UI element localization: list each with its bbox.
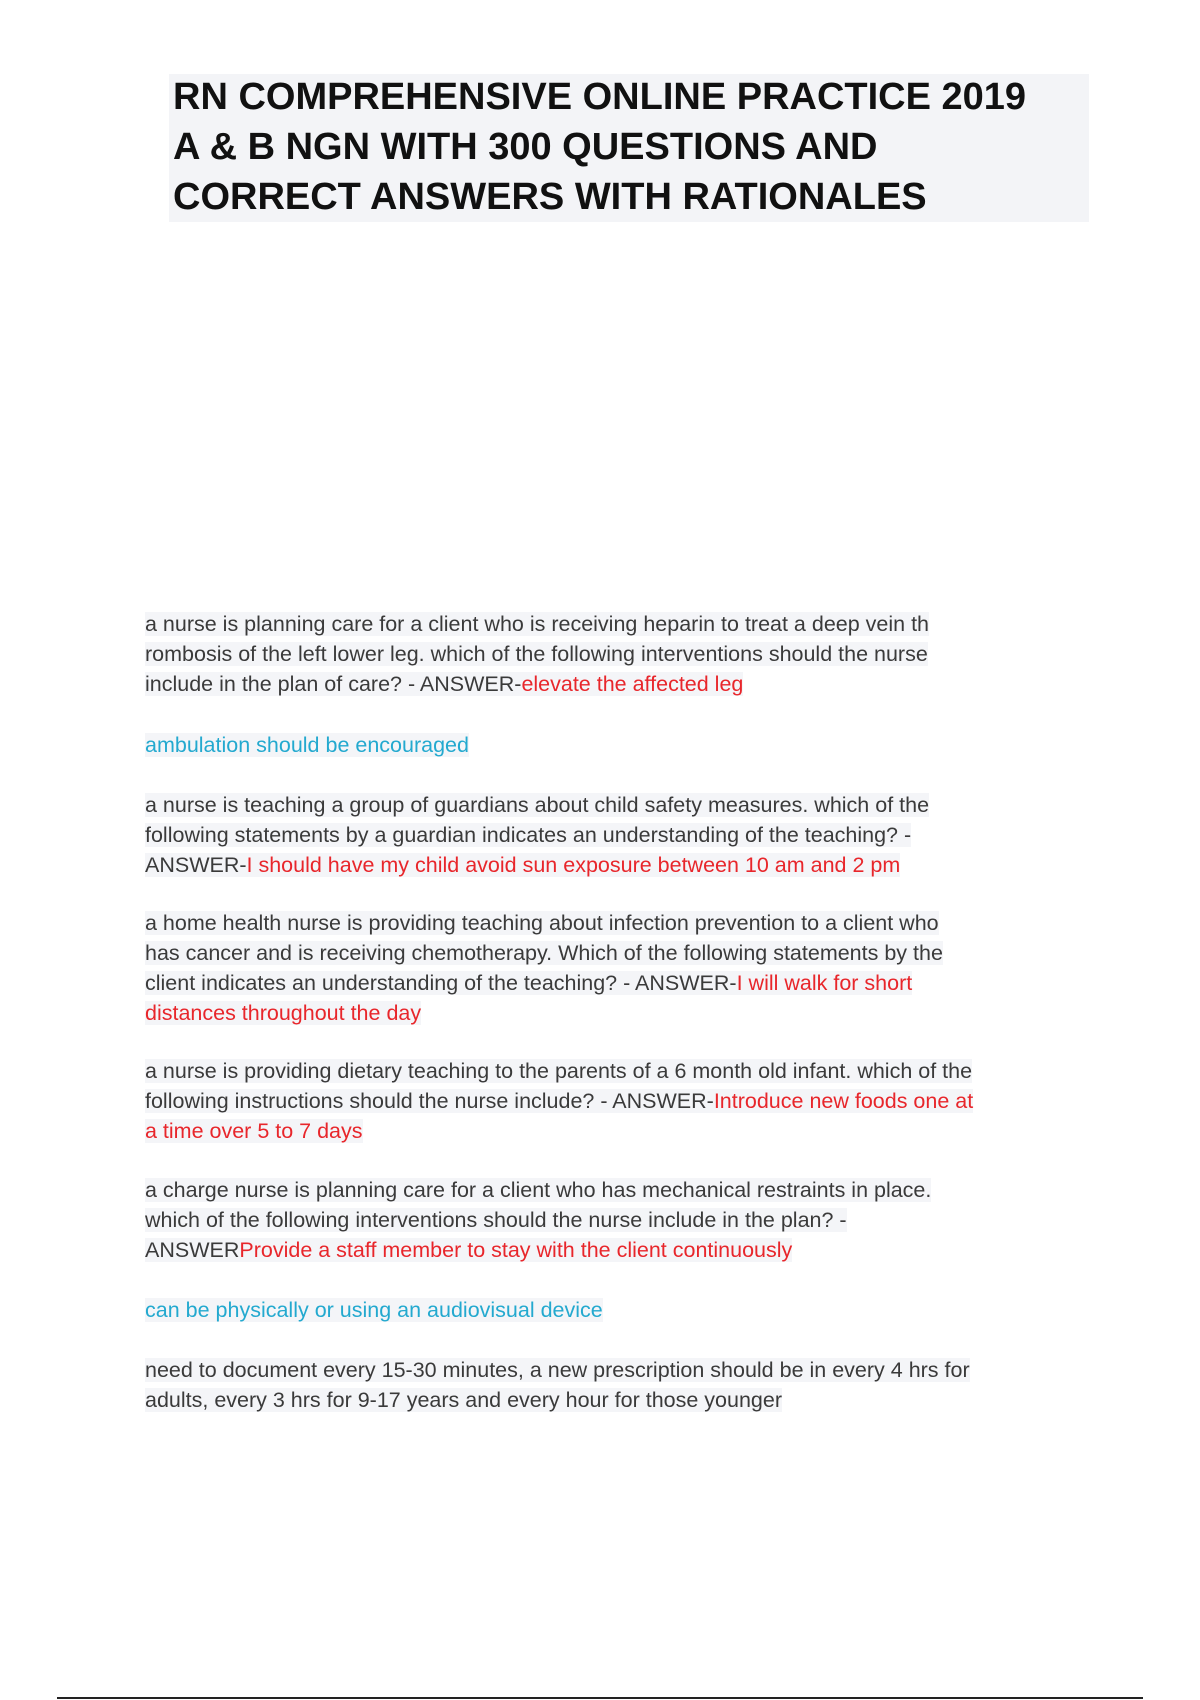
question-2-answer: I should have my child avoid sun exposure between 10 am and 2 pm	[246, 853, 901, 877]
document-title-line-3: CORRECT ANSWERS WITH RATIONALES	[173, 176, 927, 218]
question-3-line-3: client indicates an understanding of the teaching? - ANSWER-	[145, 971, 737, 995]
question-5-line-1: a charge nurse is planning care for a client who has mechanical restraints in place.	[145, 1178, 932, 1202]
question-5-line-2: which of the following interventions should the nurse include in the plan? -	[145, 1208, 847, 1232]
question-4-answer-part-1: Introduce new foods one at	[713, 1089, 974, 1113]
question-3-line-1: a home health nurse is providing teaching about infection prevention to a client who	[145, 911, 939, 935]
document-title-line-1: RN COMPREHENSIVE ONLINE PRACTICE 2019	[173, 76, 1027, 118]
question-2	[145, 790, 929, 880]
question-2-line-1: a nurse is teaching a group of guardians about child safety measures. which of the	[145, 793, 930, 817]
rationale-3	[145, 1355, 970, 1415]
question-4-line-2: following instructions should the nurse include? - ANSWER-	[145, 1089, 714, 1113]
question-1-line-3: include in the plan of care? - ANSWER-	[145, 672, 522, 696]
question-3-answer-part-2: distances throughout the day	[145, 1001, 422, 1025]
question-3-answer-part-1: I will walk for short	[736, 971, 913, 995]
question-3-line-2: has cancer and is receiving chemotherapy. Which of the following statements by the	[145, 941, 943, 965]
question-4-line-1: a nurse is providing dietary teaching to the parents of a 6 month old infant. which of the	[145, 1059, 973, 1083]
question-5-line-3: ANSWER	[145, 1238, 240, 1262]
question-1-line-1: a nurse is planning care for a client who is receiving heparin to treat a deep vein th	[145, 612, 930, 636]
rationale-2-text: can be physically or using an audiovisual device	[145, 1298, 603, 1322]
question-4-answer-part-2: a time over 5 to 7 days	[145, 1119, 363, 1143]
page-bottom-rule	[57, 1697, 1143, 1699]
question-2-line-3: ANSWER-	[145, 853, 247, 877]
question-1	[145, 609, 929, 699]
document-title-line-2: A & B NGN WITH 300 QUESTIONS AND	[173, 126, 878, 168]
question-5-answer: Provide a staff member to stay with the client continuously	[239, 1238, 793, 1262]
question-4	[145, 1056, 973, 1146]
question-3	[145, 908, 943, 1028]
question-1-answer: elevate the affected leg	[521, 672, 744, 696]
question-1-line-2: rombosis of the left lower leg. which of the following interventions should the nurse	[145, 642, 928, 666]
question-5	[145, 1175, 931, 1265]
rationale-3-line-2: adults, every 3 hrs for 9-17 years and every hour for those younger	[145, 1388, 782, 1412]
question-2-line-2: following statements by a guardian indicates an understanding of the teaching? -	[145, 823, 912, 847]
rationale-3-line-1: need to document every 15-30 minutes, a new prescription should be in every 4 hrs for	[145, 1358, 970, 1382]
rationale-2	[145, 1295, 603, 1325]
rationale-1	[145, 730, 469, 760]
rationale-1-text: ambulation should be encouraged	[145, 733, 469, 757]
